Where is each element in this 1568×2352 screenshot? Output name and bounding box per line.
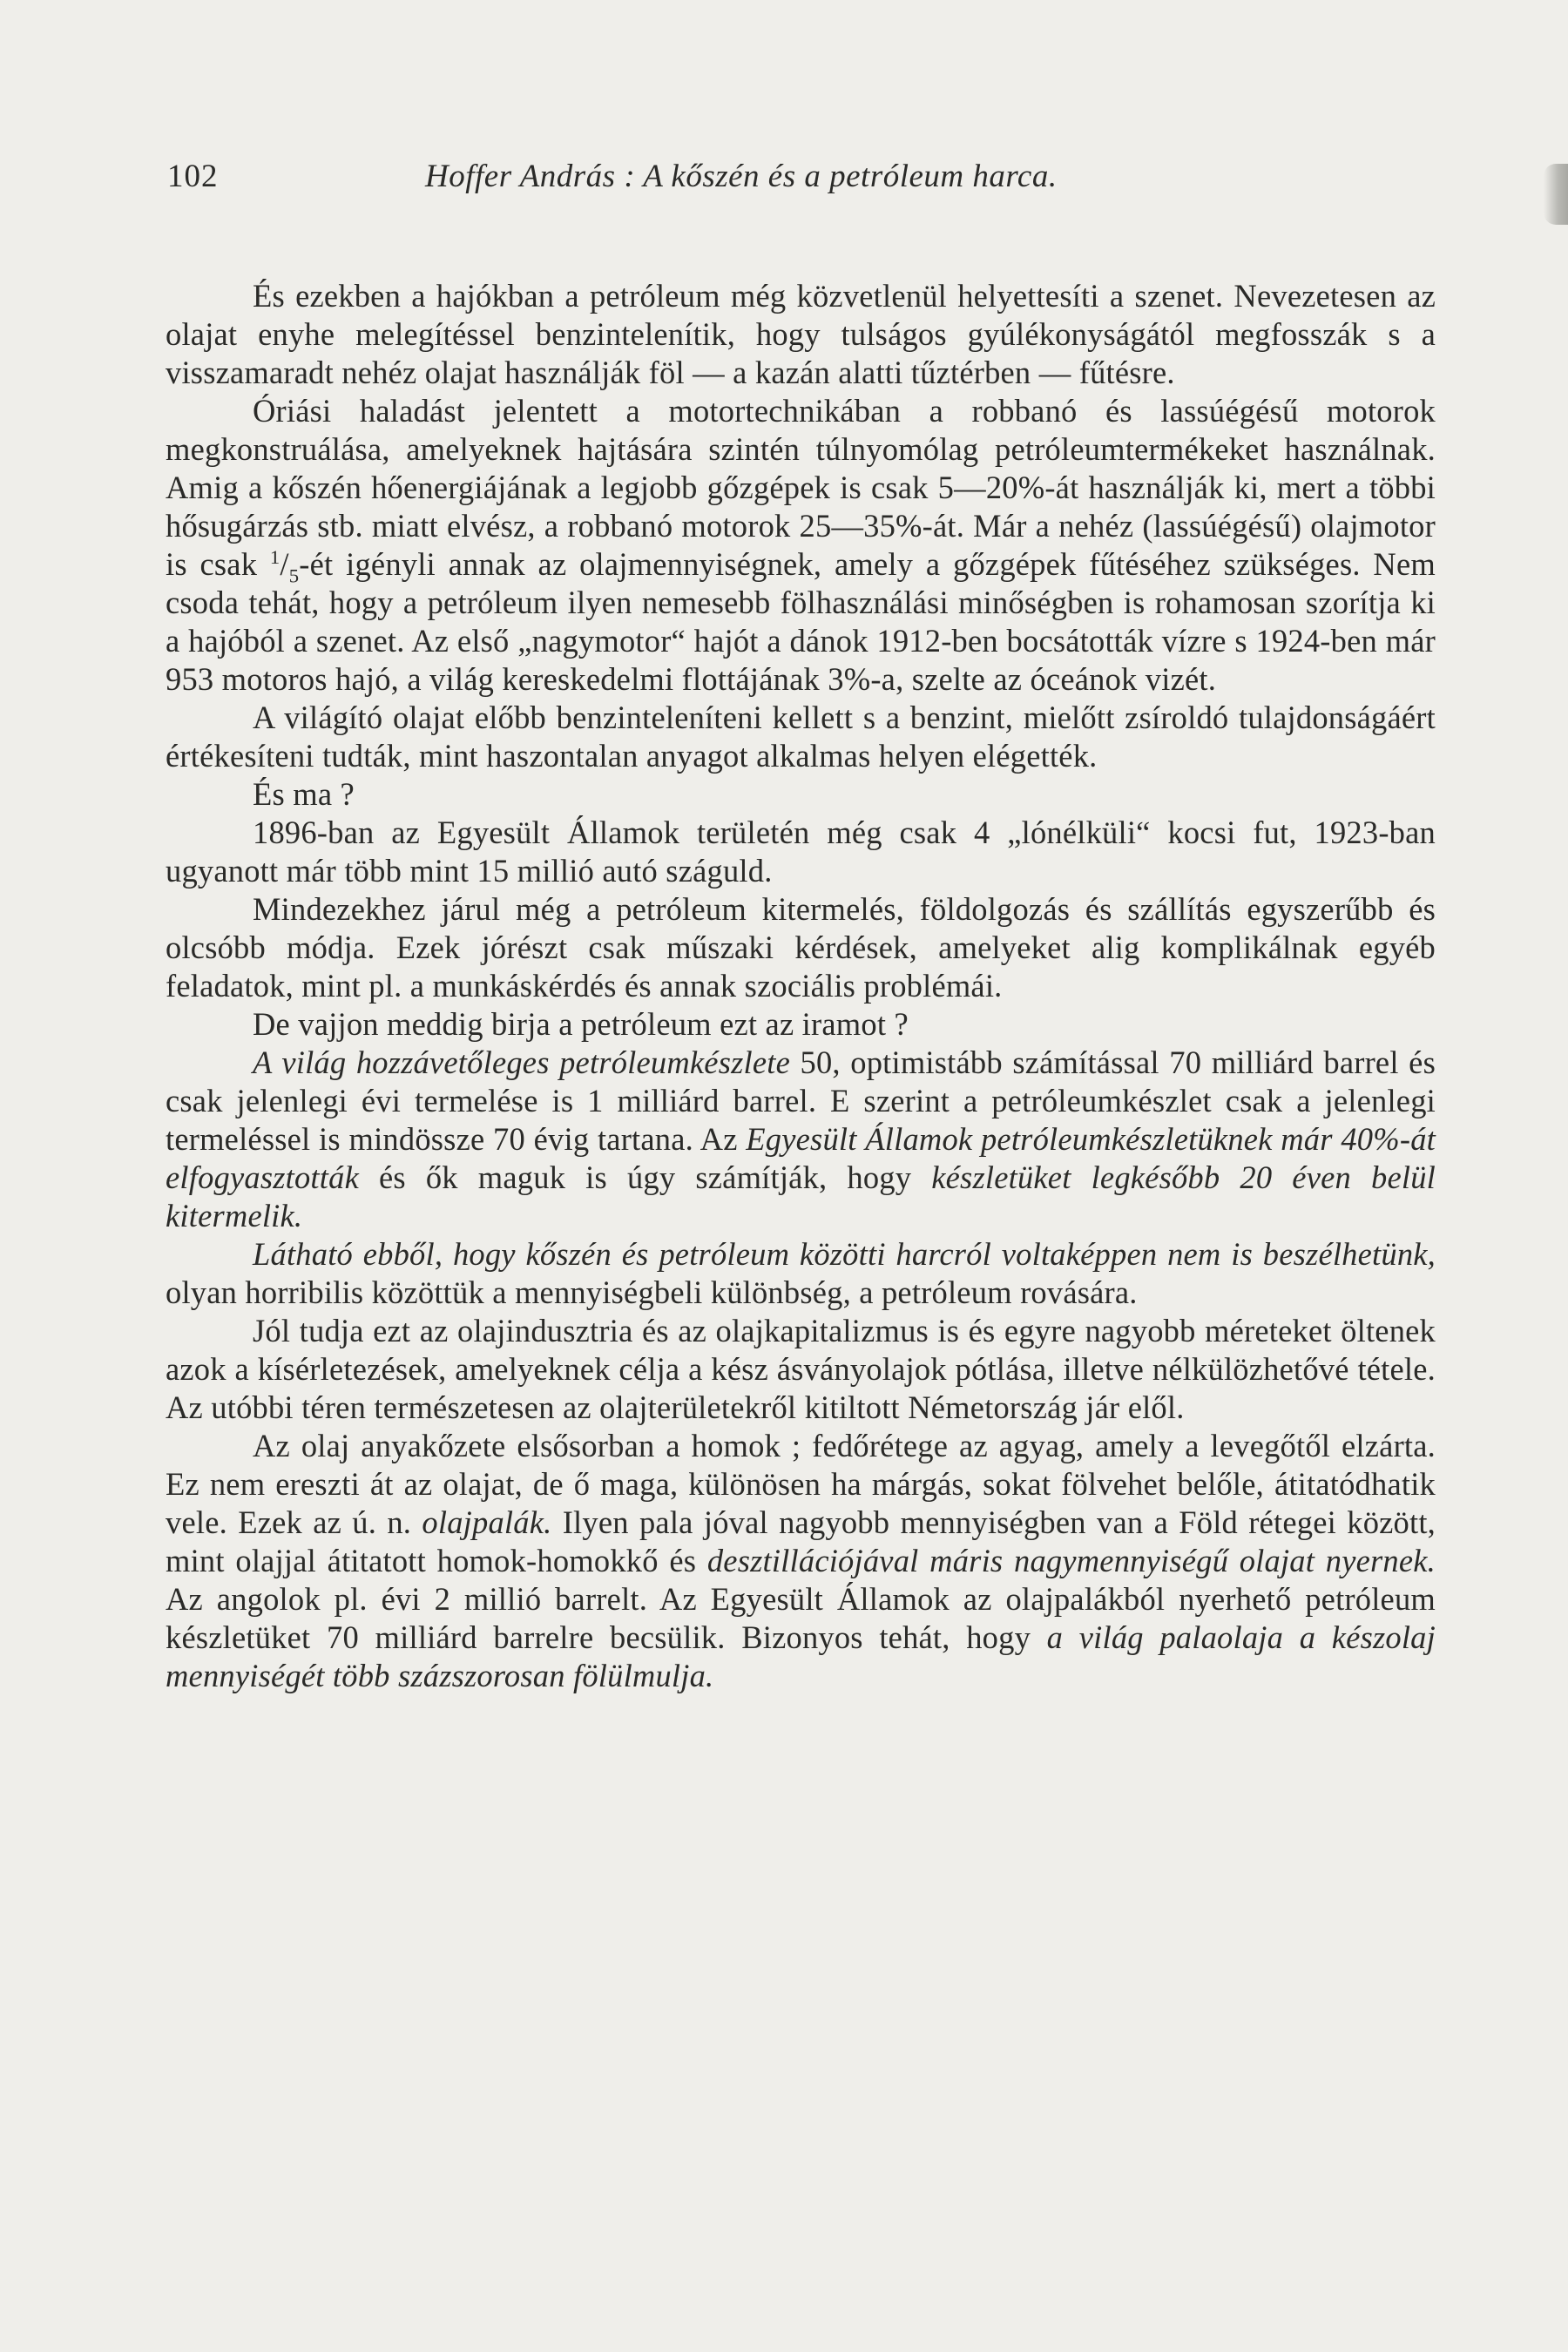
text-run: és ők maguk is úgy számítják, hogy bbox=[358, 1159, 932, 1195]
text-run: Az olaj anyakőzete elsősorban a homok ; fedőrétege az agyag, amely a levegőtől elzárta. Ez nem ereszti át az olajat, de ő maga, különösen ha márgás, sokat fölvehet belőle, átitatódhatik vele. Ezek az ú. n. bbox=[166, 1428, 1436, 1540]
paragraph bbox=[166, 1044, 1436, 1235]
page-edge-mark bbox=[1544, 164, 1568, 225]
italic-text: olajpalák. bbox=[422, 1504, 552, 1540]
running-head bbox=[166, 155, 1420, 199]
paragraph bbox=[166, 1005, 1436, 1044]
running-title: Hoffer András : A kőszén és a petróleum harca. bbox=[425, 159, 1058, 194]
paragraph bbox=[166, 1427, 1436, 1695]
fraction-part: 5 bbox=[288, 564, 300, 587]
text-run: / bbox=[280, 546, 289, 582]
italic-text: A világ hozzávetőleges petróleumkészlete bbox=[253, 1044, 790, 1080]
paragraph bbox=[166, 392, 1436, 699]
italic-text: Látható ebből, hogy kőszén és petróleum közötti harcról voltaképpen nem is beszélhetünk, bbox=[253, 1236, 1436, 1272]
text-run: És ezekben a hajókban a petróleum még közvetlenül helyettesíti a szenet. Nevezetesen az olajat enyhe melegítéssel benzintelenítik, hogy tulságos gyúlékonyságától megfosszák s a visszamaradt nehéz olajat használják föl — a kazán alatti tűztérben — fűtésre. bbox=[166, 278, 1436, 390]
text-run: A világító olajat előbb benzinteleníteni kellett s a benzint, mielőtt zsíroldó tulajdonságáért értékesíteni tudták, mint haszontalan anyagot alkalmas helyen elégették. bbox=[166, 700, 1436, 774]
text-run: De vajjon meddig birja a petróleum ezt az iramot ? bbox=[253, 1006, 909, 1042]
text-run: Óriási haladást jelentett a motortechnikában a robbanó és lassúégésű motorok megkonstruálása, amelyeknek hajtására szintén túlnyomólag petróleumtermékeket használnak. Amig a kőszén hőenergiájának a legjobb gőzgépek is csak 5—20%-át használják ki, mert a többi hősugárzás stb. miatt elvész, a robbanó motorok 25—35%-át. Már a nehéz (lassúégésű) olajmotor is csak bbox=[166, 393, 1436, 582]
paragraph bbox=[166, 277, 1436, 392]
text-run: Jól tudja ezt az olajindusztria és az olajkapitalizmus is és egyre nagyobb méreteket öltenek azok a kísérletezések, amelyeknek célja a kész ásványolajok pótlása, illetve nélkülözhetővé tétele. Az utóbbi téren természetesen az olajterületekről kitiltott Németország jár elől. bbox=[166, 1313, 1436, 1425]
italic-text: Egyesült Államok petróleumkészletüknek már 40%-át elfogyasztották bbox=[166, 1121, 1436, 1195]
text-run: 1896-ban az Egyesült Államok területén még csak 4 „lónélküli“ kocsi fut, 1923-ban ugyanott már több mint 15 millió autó száguld. bbox=[166, 814, 1436, 889]
paragraph bbox=[166, 775, 1436, 814]
text-run: Mindezekhez járul még a petróleum kitermelés, földolgozás és szállítás egyszerűbb és olcsóbb módja. Ezek jórészt csak műszaki kérdések, amelyeket alig komplikálnak egyéb feladatok, mint pl. a munkáskérdés és annak szociális problémái. bbox=[166, 891, 1436, 1004]
text-run: Az angolok pl. évi 2 millió barrelt. Az Egyesült Államok az olajpalákból nyerhető petróleum készletüket 70 milliárd barrelre becsülik. Bizonyos tehát, hogy bbox=[166, 1581, 1436, 1655]
text-body bbox=[166, 277, 1436, 1695]
page-number: 102 bbox=[167, 159, 219, 194]
italic-text: desztillációjával máris nagymennyiségű olajat nyernek. bbox=[706, 1543, 1436, 1578]
paragraph bbox=[166, 890, 1436, 1005]
paragraph bbox=[166, 699, 1436, 775]
text-run: olyan horribilis közöttük a mennyiségbeli különbség, a petróleum rovására. bbox=[166, 1274, 1138, 1310]
italic-text: a világ palaolaja a készolaj mennyiségét több százszorosan fölülmulja. bbox=[166, 1619, 1436, 1693]
paragraph bbox=[166, 814, 1436, 890]
text-run: Ilyen pala jóval nagyobb mennyiségben van a Föld rétegei között, mint olajjal átitatott homok-homokkő és bbox=[166, 1504, 1436, 1578]
text-run: -ét igényli annak az olajmennyiségnek, amely a gőzgépek fűtéséhez szükséges. Nem csoda tehát, hogy a petróleum ilyen nemesebb fölhasználási minőségben is rohamosan szorítja ki a hajóból a szenet. Az első „nagymotor“ hajót a dánok 1912-ben bocsátották vízre s 1924-ben már 953 motoros hajó, a világ kereskedelmi flottájának 3%-a, szelte az óceánok vizét. bbox=[166, 546, 1436, 697]
paragraph bbox=[166, 1235, 1436, 1312]
text-run: És ma ? bbox=[253, 776, 355, 812]
paragraph bbox=[166, 1312, 1436, 1427]
fraction-part: 1 bbox=[269, 545, 280, 568]
text-run: 50, optimistább számítással 70 milliárd barrel és csak jelenlegi évi termelése is 1 milliárd barrel. E szerint a petróleumkészlet csak a jelenlegi termeléssel is mindössze 70 évig tartana. Az bbox=[166, 1044, 1436, 1157]
italic-text: készletüket legkésőbb 20 éven belül kitermelik. bbox=[166, 1159, 1436, 1233]
